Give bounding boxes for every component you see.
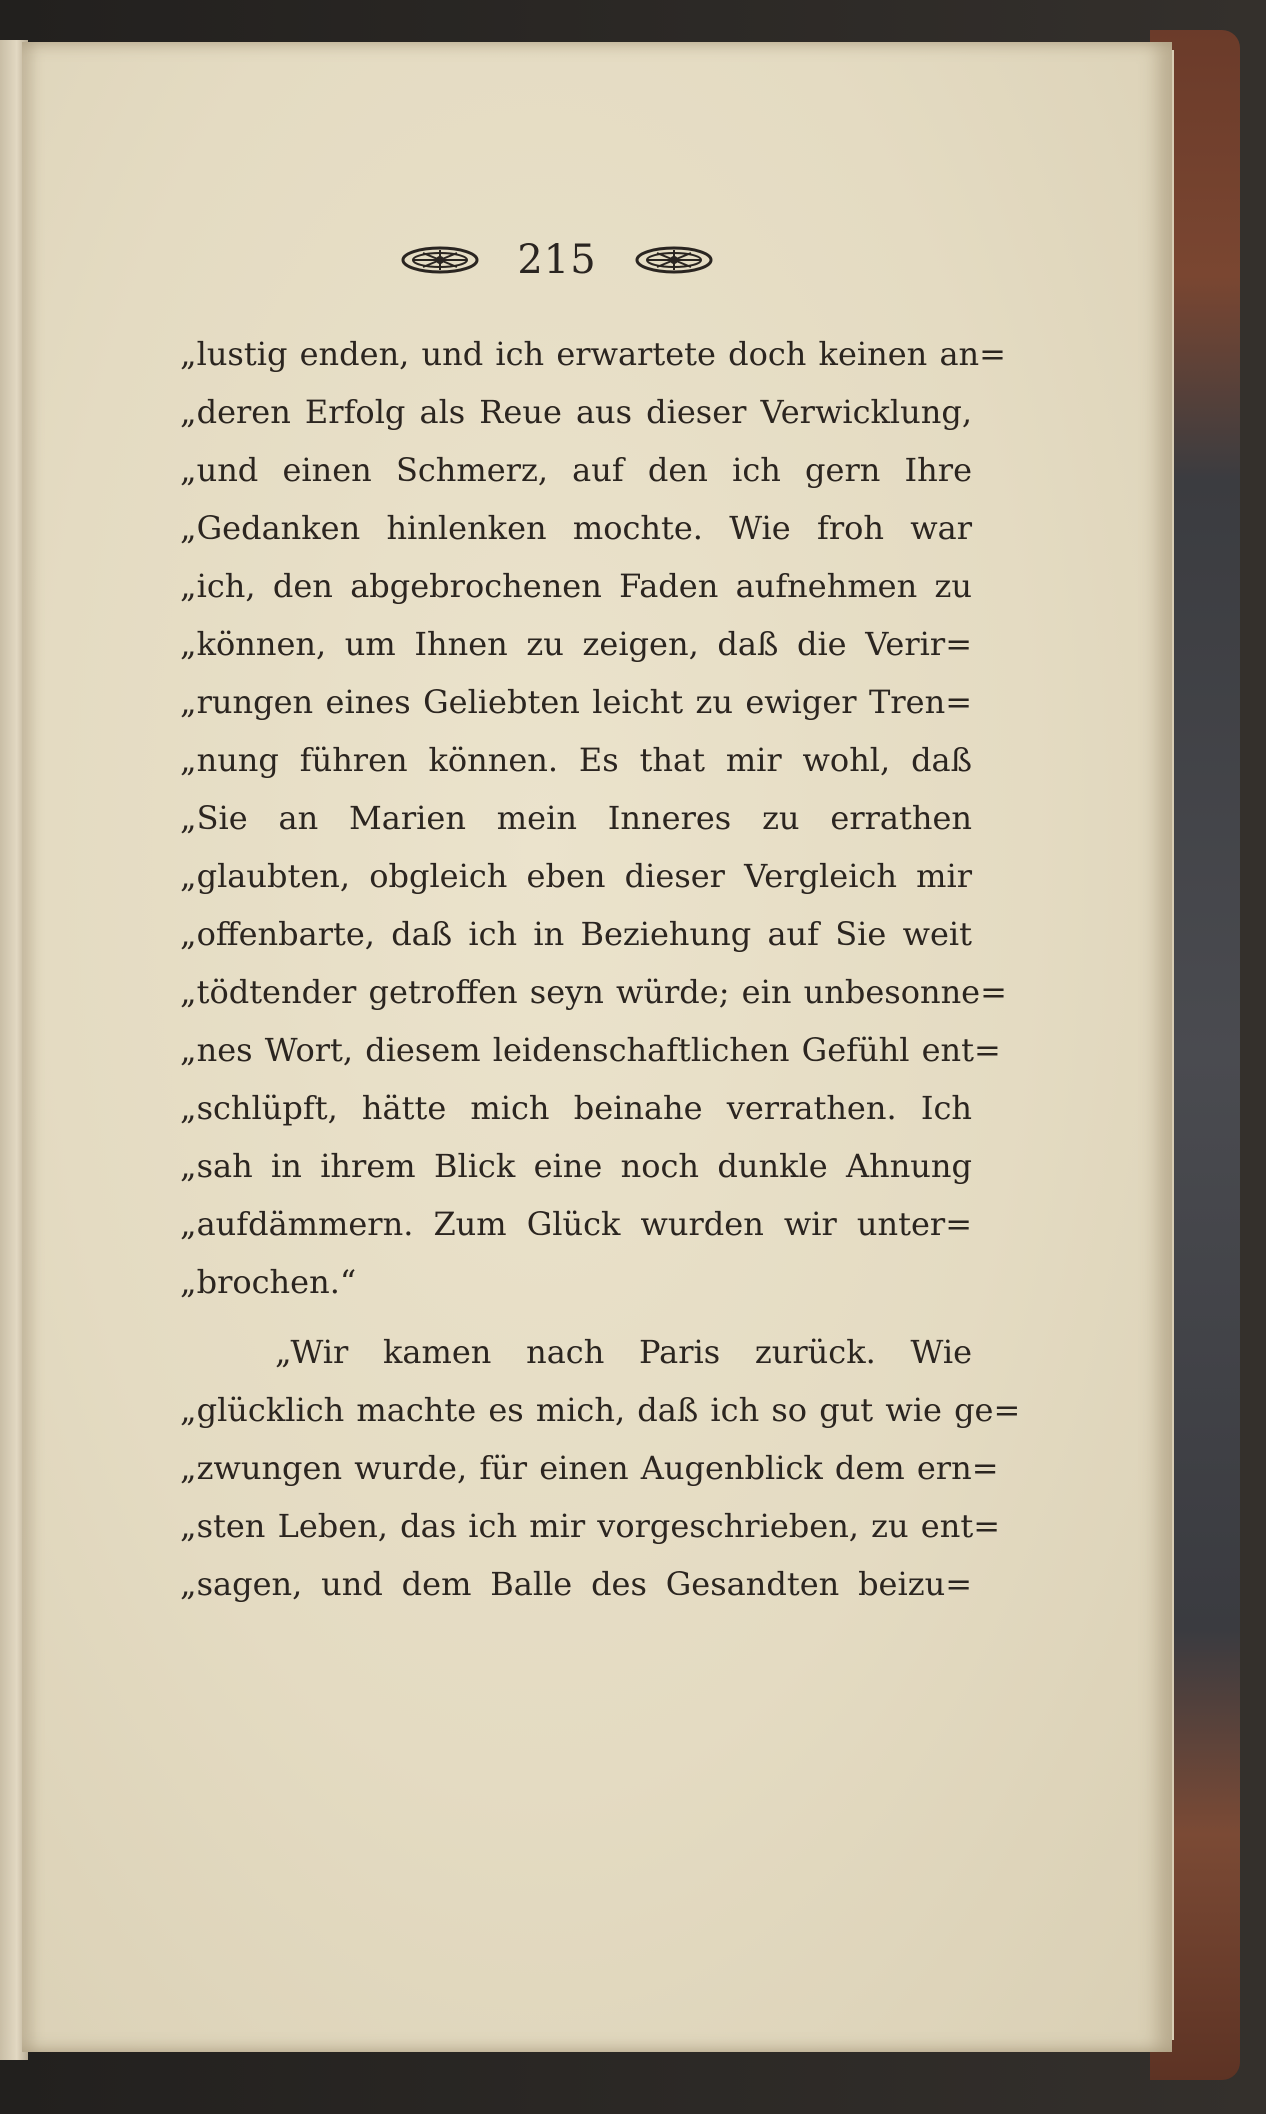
text-line: „aufdämmern. Zum Glück wurden wir unter=: [180, 1205, 972, 1243]
page-header: [0, 237, 1132, 283]
rosette-ornament-icon: [401, 245, 479, 275]
text-line: „brochen.“: [180, 1263, 357, 1301]
text-line: „nes Wort, diesem leidenschaftlichen Gefühl ent=: [180, 1031, 1001, 1069]
text-line: „sah in ihrem Blick eine noch dunkle Ahnung: [180, 1147, 972, 1185]
rosette-ornament-icon: [635, 245, 713, 275]
text-line: „können, um Ihnen zu zeigen, daß die Verir=: [180, 625, 972, 663]
text-line: „nung führen können. Es that mir wohl, daß: [180, 741, 972, 779]
text-line: „rungen eines Geliebten leicht zu ewiger Tren=: [180, 683, 972, 721]
book-page: [22, 42, 1172, 2052]
text-line: „ich, den abgebrochenen Faden aufnehmen zu: [180, 567, 972, 605]
text-line: „sten Leben, das ich mir vorgeschrieben, zu ent=: [180, 1507, 1000, 1545]
text-line: „tödtender getroffen seyn würde; ein unbesonne=: [180, 973, 1007, 1011]
text-line: „lustig enden, und ich erwartete doch keinen an=: [180, 335, 1006, 373]
text-line: „Sie an Marien mein Inneres zu errathen: [180, 799, 972, 837]
text-line: „zwungen wurde, für einen Augenblick dem ern=: [180, 1449, 999, 1487]
text-line: „und einen Schmerz, auf den ich gern Ihre: [180, 451, 972, 489]
text-line: „glaubten, obgleich eben dieser Vergleich mir: [180, 857, 972, 895]
text-line: „offenbarte, daß ich in Beziehung auf Sie weit: [180, 915, 972, 953]
paragraph-first-line: „Wir kamen nach Paris zurück. Wie: [275, 1333, 972, 1371]
text-line: „Gedanken hinlenken mochte. Wie froh war: [180, 509, 972, 547]
text-line: „schlüpft, hätte mich beinahe verrathen. Ich: [180, 1089, 972, 1127]
text-line: „glücklich machte es mich, daß ich so gut wie ge=: [180, 1391, 1021, 1429]
text-line: „sagen, und dem Balle des Gesandten beizu=: [180, 1565, 972, 1603]
page-number: 215: [517, 237, 597, 283]
body-text: [180, 325, 1021, 1613]
text-line: „deren Erfolg als Reue aus dieser Verwicklung,: [180, 393, 972, 431]
